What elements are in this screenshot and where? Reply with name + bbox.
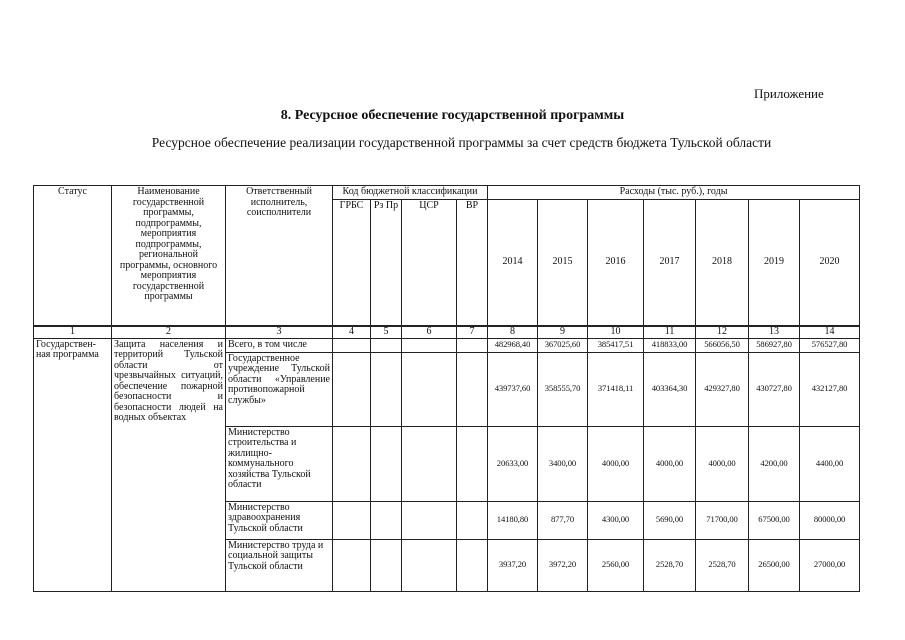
column-number: 6: [402, 326, 457, 338]
value-cell: 385417,51: [588, 338, 644, 352]
value-cell: 2528,70: [644, 539, 696, 591]
grbs-cell: [333, 338, 371, 352]
csr-cell: [402, 352, 457, 426]
rzpr-cell: [371, 426, 402, 501]
value-cell: 5690,00: [644, 501, 696, 539]
value-cell: 566056,50: [696, 338, 749, 352]
value-cell: 4000,00: [696, 426, 749, 501]
grbs-cell: [333, 539, 371, 591]
value-cell: 14180,80: [488, 501, 538, 539]
value-cell: 403364,30: [644, 352, 696, 426]
executor-cell: Министерство здравоохранения Тульской области: [226, 501, 333, 539]
executor-cell: Всего, в том числе: [226, 338, 333, 352]
column-number: 1: [34, 326, 112, 338]
grbs-cell: [333, 352, 371, 426]
resource-table: [33, 185, 860, 592]
value-cell: 429327,80: [696, 352, 749, 426]
value-cell: 80000,00: [800, 501, 860, 539]
value-cell: 358555,70: [538, 352, 588, 426]
value-cell: 4200,00: [749, 426, 800, 501]
value-cell: 3972,20: [538, 539, 588, 591]
value-cell: 67500,00: [749, 501, 800, 539]
appendix-label: Приложение: [754, 86, 824, 101]
executor-cell: Министерство труда и социальной защиты Тульской области: [226, 539, 333, 591]
column-number: 10: [588, 326, 644, 338]
value-cell: 2560,00: [588, 539, 644, 591]
executor-cell: Государственное учреждение Тульской области «Управление противопожарной службы»: [226, 352, 333, 426]
rzpr-cell: [371, 338, 402, 352]
value-cell: 418833,00: [644, 338, 696, 352]
header-rzpr: Рз Пр: [371, 199, 402, 326]
vr-cell: [457, 338, 488, 352]
header-status: Статус: [34, 186, 112, 327]
value-cell: 576527,80: [800, 338, 860, 352]
value-cell: 20633,00: [488, 426, 538, 501]
value-cell: 367025,60: [538, 338, 588, 352]
value-cell: 371418,11: [588, 352, 644, 426]
vr-cell: [457, 501, 488, 539]
value-cell: 4300,00: [588, 501, 644, 539]
csr-cell: [402, 426, 457, 501]
column-number: 14: [800, 326, 860, 338]
column-number: 13: [749, 326, 800, 338]
value-cell: 71700,00: [696, 501, 749, 539]
csr-cell: [402, 539, 457, 591]
column-number: 8: [488, 326, 538, 338]
rzpr-cell: [371, 352, 402, 426]
value-cell: 4000,00: [588, 426, 644, 501]
value-cell: 439737,60: [488, 352, 538, 426]
table-subheading: Ресурсное обеспечение реализации государственной программы за счет средств бюджета Тульской области: [151, 135, 772, 150]
vr-cell: [457, 539, 488, 591]
section-heading: 8. Ресурсное обеспечение государственной программы: [280, 108, 625, 123]
status-cell: Государствен-ная программа: [34, 338, 112, 591]
value-cell: 26500,00: [749, 539, 800, 591]
value-cell: 4000,00: [644, 426, 696, 501]
rzpr-cell: [371, 539, 402, 591]
header-vr: ВР: [457, 199, 488, 326]
value-cell: 432127,80: [800, 352, 860, 426]
column-number: 4: [333, 326, 371, 338]
column-number: 7: [457, 326, 488, 338]
vr-cell: [457, 426, 488, 501]
column-number: 11: [644, 326, 696, 338]
header-year: 2019: [749, 199, 800, 326]
header-year: 2016: [588, 199, 644, 326]
header-executor: Ответственный исполнитель, соисполнители: [226, 186, 333, 327]
value-cell: 482968,40: [488, 338, 538, 352]
header-year: 2017: [644, 199, 696, 326]
vr-cell: [457, 352, 488, 426]
value-cell: 3937,20: [488, 539, 538, 591]
header-csr: ЦСР: [402, 199, 457, 326]
value-cell: 4400,00: [800, 426, 860, 501]
header-grbs: ГРБС: [333, 199, 371, 326]
csr-cell: [402, 338, 457, 352]
column-number: 9: [538, 326, 588, 338]
executor-cell: Министерство строительства и жилищно-коммунального хозяйства Тульской области: [226, 426, 333, 501]
value-cell: 430727,80: [749, 352, 800, 426]
table-row: [34, 338, 860, 352]
value-cell: 3400,00: [538, 426, 588, 501]
header-expenses: Расходы (тыс. руб.), годы: [488, 186, 860, 200]
header-year: 2020: [800, 199, 860, 326]
program-name-cell: Защита населения и территорий Тульской области от чрезвычайных ситуаций, обеспечение пожарной безопасности и безопасности людей на водных объектах: [112, 338, 226, 591]
grbs-cell: [333, 426, 371, 501]
header-budget-code: Код бюджетной классификации: [333, 186, 488, 200]
value-cell: 877,70: [538, 501, 588, 539]
csr-cell: [402, 501, 457, 539]
column-number: 12: [696, 326, 749, 338]
value-cell: 586927,80: [749, 338, 800, 352]
column-number: 5: [371, 326, 402, 338]
header-name: Наименование государственной программы, подпрограммы, мероприятия подпрограммы, региональной программы, основного мероприятия государственной программы: [112, 186, 226, 327]
column-number: 2: [112, 326, 226, 338]
value-cell: 27000,00: [800, 539, 860, 591]
header-year: 2018: [696, 199, 749, 326]
rzpr-cell: [371, 501, 402, 539]
value-cell: 2528,70: [696, 539, 749, 591]
header-year: 2014: [488, 199, 538, 326]
header-year: 2015: [538, 199, 588, 326]
column-number: 3: [226, 326, 333, 338]
grbs-cell: [333, 501, 371, 539]
